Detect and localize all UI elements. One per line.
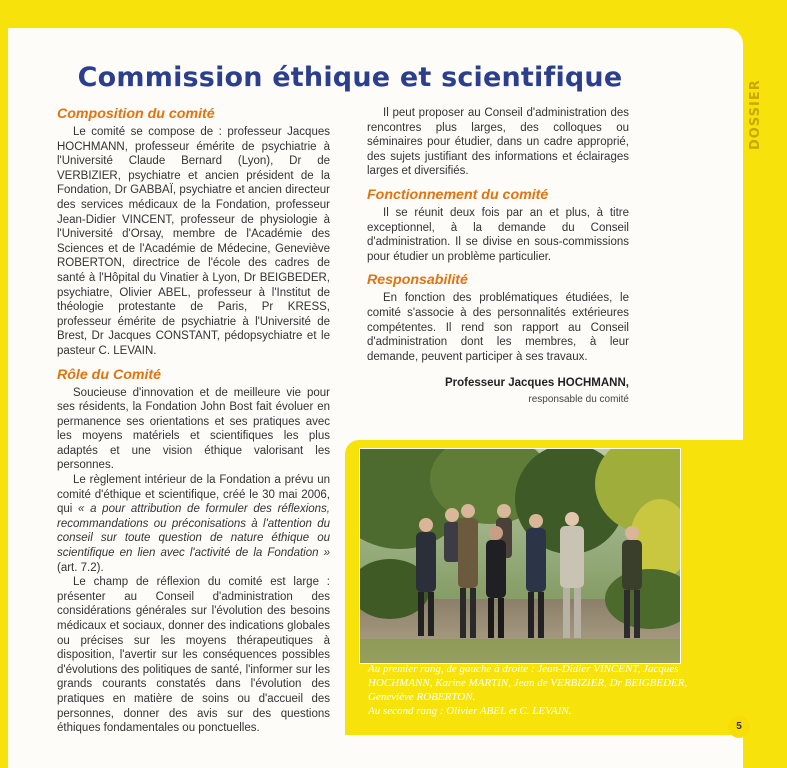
page-number: 5 <box>728 716 750 738</box>
page-title: Commission éthique et scientifique <box>77 62 623 94</box>
role-paragraph-3: Le champ de réflexion du comité est large : présenter au Conseil d'administration des considérations générales sur l'évolution des besoins médicaux et sociaux, donner des indications globales ou précises sur les moyens thérapeutiques à disposition, l'avertir sur les conséquences possibles d'évolutions des politiques de santé, l'informer sur les grands courants constatés dans l'évolution des pratiques en matière de soins ou d'accueil des personnes, donner des avis sur des questions éthiques fondamentales ou ponctuelles. <box>57 576 330 735</box>
role-heading: Rôle du Comité <box>57 366 162 383</box>
fonctionnement-heading: Fonctionnement du comité <box>367 186 549 203</box>
fonctionnement-text: Il se réunit deux fois par an et plus, à titre exceptionnel, à la demande du Conseil d'administration. Il se divise en sous-commissions pour étudier un problème particulier. <box>367 206 629 263</box>
section-tab: DOSSIER <box>748 79 763 150</box>
role-paragraph-2 <box>57 473 330 575</box>
composition-heading: Composition du comité <box>57 106 215 122</box>
role-paragraph-2-end: (art. 7.2). <box>57 561 104 574</box>
role-paragraph-1: Soucieuse d'innovation et de meilleure vie pour ses résidents, la Fondation John Bost fait évoluer en permanence ses orientations et ses pratiques avec les moyens matériels et scientifiques les plus adaptés et une vision éthique valorisant les personnes. <box>57 386 330 472</box>
responsabilite-text: En fonction des problématiques étudiées, le comité s'associe à des personnalités extérieures compétentes. Il rend son rapport au Conseil d'administration dont les membres, à leur demande, peuvent participer à ses travaux. <box>367 292 629 363</box>
right-column <box>367 106 629 408</box>
signature-name: Professeur Jacques HOCHMANN, <box>444 377 629 390</box>
photo-caption-line-1: Au premier rang, de gauche à droite : Jean-Didier VINCENT, Jacques HOCHMANN, Karine MARTIN, Jean de VERBIZIER, Dr BEIGBEDER, Geneviève ROBERTON. <box>368 663 688 703</box>
group-photo-image <box>360 449 680 663</box>
photo-caption-line-2: Au second rang : Olivier ABEL et C. LEVAIN. <box>368 705 572 717</box>
group-photo <box>359 448 681 664</box>
intro-text: Il peut proposer au Conseil d'administration des rencontres plus larges, des colloques ou séminaires pour étudier, dans un cadre approprié, des sujets justifiant des informations et éclairages larges et diversifiés. <box>367 107 629 178</box>
role-paragraph-2-start: Le règlement intérieur de la Fondation a prévu un comité d'éthique et scientifique, créé le 30 mai 2006, qui <box>57 474 330 516</box>
responsabilite-heading: Responsabilité <box>367 272 468 289</box>
composition-text: Le comité se compose de : professeur Jacques HOCHMANN, professeur émérite de psychiatrie à l'Université Claude Bernard (Lyon), Dr de VERBIZIER, psychiatre et ancien président de la Fondation, Dr GABBAÏ, psychiatre et ancien directeur des services médicaux de la Fondation, professeur Jean-Didier VINCENT, professeur de physiologie à l'Université d'Orsay, membre de l'Académie des Sciences et de l'Académie de Médecine, Geneviève ROBERTON, directrice de l'école des cadres de santé à l'Hôpital du Vinatier à Lyon, Dr BEIGBEDER, psychiatre, Olivier ABEL, professeur à l'Institut de théologie protestante de Paris, Pr KRESS, professeur émérite de psychiatrie à l'Université de Brest, Dr Jacques CONSTANT, pédopsychiatre et le pasteur C. LEVAIN. <box>57 126 330 357</box>
left-column <box>57 106 330 736</box>
signature-role: responsable du comité <box>528 393 629 405</box>
photo-caption <box>368 662 688 718</box>
role-paragraph-2-quote: « a pour attribution de formuler des réflexions, recommandations ou préconisations à l'attention du conseil sur toute question de nature éthique ou scientifique en lien avec l'activité de la Fondation » <box>57 503 330 560</box>
